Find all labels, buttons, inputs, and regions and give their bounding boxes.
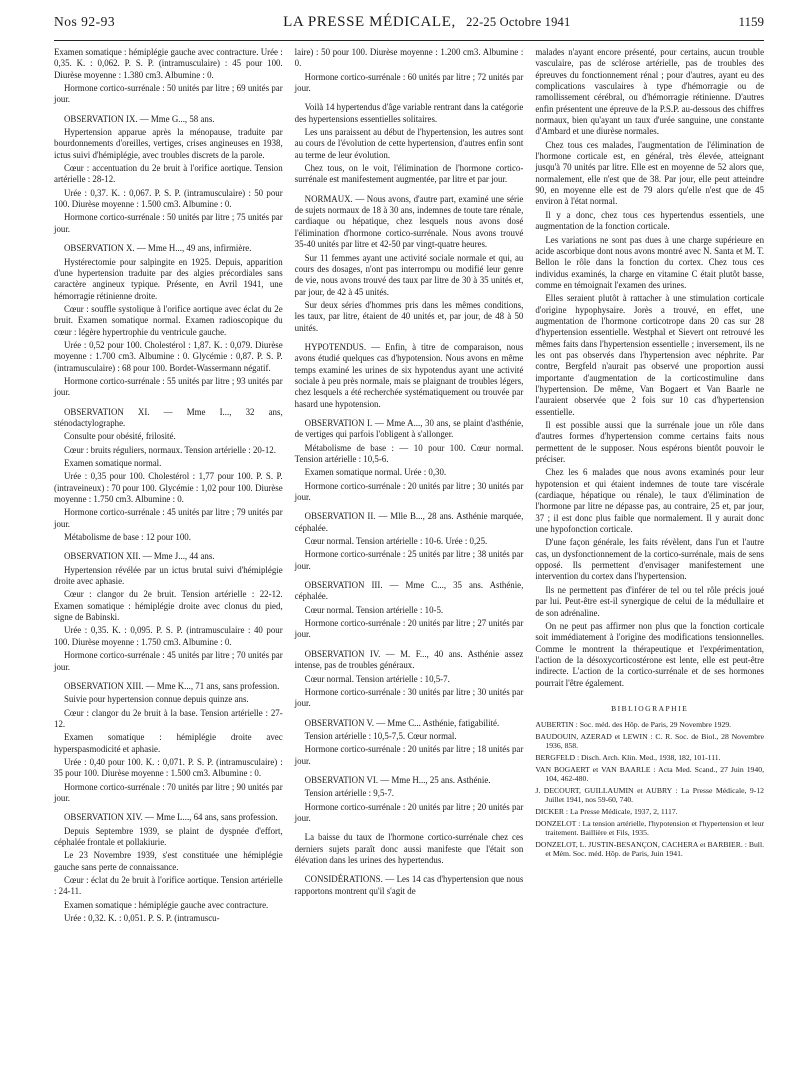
journal-name: LA PRESSE MÉDICALE,	[283, 14, 456, 30]
paragraph: OBSERVATION IX. — Mme G..., 58 ans.	[64, 113, 215, 124]
bibliography-entry: VAN BOGAERT et VAN BAARLE : Acta Med. Scand., 27 Juin 1940, 104, 462-480.	[535, 764, 765, 784]
paragraph: laire) : 50 pour 100. Diurèse moyenne : 1.200 cm3. Albumine : 0.	[294, 47, 524, 69]
paragraph: On ne peut pas affirmer non plus que la fonction corticale soit immédiatement à l'origine des modifications tensionnelles. Comme le montrent la thérapeutique et l'expérimentation, l'action de la désoxycorticostérone est lente, elle est peut-être indirecte. L'action de la cortico-surrénale et de ses hormones pourrait l'être également.	[535, 620, 765, 688]
paragraph: Chez tous ces malades, l'augmentation de l'élimination de l'hormone corticale est, en général, très élevée, atteignant jusqu'à 70 unités par litre. Elle est en moyenne de 52 alors que, normalement, elle n'est que de 38. Par jour, elle peut atteindre 90, en moyenne elle est de 79 alors qu'elle n'est que de 45 environ à l'état normal.	[535, 139, 765, 207]
paragraph: D'une façon générale, les faits révèlent, dans l'un et l'autre cas, un dysfonctionnement de la cortico-surrénale, mais de sens opposé. Ils permettent d'envisager manifestement une intervention du cortex dans l'hypertension.	[535, 537, 765, 582]
paragraph: Sur 11 femmes ayant une activité sociale normale et qui, au cours des dosages, n'ont pas interrompu ou modifié leur genre de vie, nous avons trouvé des taux par litre de 30 à 35 unités et, par jour, de 42 à 45 unités.	[294, 252, 524, 297]
bibliography-entry: J. DECOURT, GUILLAUMIN et AUBRY : La Presse Médicale, 9-12 Juillet 1941, nos 59-60, 740.	[535, 785, 765, 805]
text-columns	[54, 47, 764, 926]
paragraph: Hypertension révélée par un ictus brutal suivi d'hémiplégie droite avec aphasie.	[54, 564, 283, 587]
paragraph: Tension artérielle : 9,5-7.	[304, 788, 395, 799]
paragraph: Cœur : souffle systolique à l'orifice aortique avec éclat du 2e bruit. Examen somatique normal. Examen radioscopique du cœur : légère hypertrophie du ventricule gauche.	[54, 303, 283, 337]
paragraph: Hormone cortico-surrénale : 20 unités par litre ; 18 unités par jour.	[294, 744, 524, 766]
paragraph: Cœur : accentuation du 2e bruit à l'orifice aortique. Tension artérielle : 28-12.	[54, 163, 283, 185]
running-title	[283, 14, 570, 31]
paragraph: Examen somatique : hémiplégie gauche avec contracture. Urée : 0,35. K. : 0,062. P. S. P. (intramusculaire) : 45 pour 100. Diurèse moyenne : 1.380 cm3. Albumine : 0.	[54, 47, 283, 80]
paragraph: Métabolisme de base : 12 pour 100.	[64, 532, 191, 543]
paragraph: OBSERVATION II. — Mlle B..., 28 ans. Asthénie marquée, céphalée.	[294, 511, 524, 533]
bibliography-entry: BERGFELD : Disch. Arch. Klin. Med., 1938, 182, 101-111.	[535, 753, 721, 763]
paragraph: Voilà 14 hypertendus d'âge variable rentrant dans la catégorie des hypertensions essentielles solitaires.	[294, 102, 524, 124]
bibliography-entry: DONZELOT, L. JUSTIN-BESANÇON, CACHERA et BARBIER. : Bull. et Mém. Soc. méd. Hôp. de Paris, Juin 1941.	[535, 839, 765, 859]
paragraph: Hormone cortico-surrénale : 20 unités par litre ; 27 unités par jour.	[294, 618, 524, 640]
paragraph: Cœur : clangor du 2e bruit à la base. Tension artérielle : 27-12.	[54, 707, 283, 729]
bibliography-heading: BIBLIOGRAPHIE	[611, 703, 689, 713]
paragraph: Examen somatique normal. Urée : 0,30.	[304, 467, 447, 478]
paragraph: Hormone cortico-surrénale : 20 unités par litre ; 20 unités par jour.	[294, 801, 524, 823]
paragraph: Suivie pour hypertension connue depuis quinze ans.	[64, 694, 249, 705]
paragraph: Examen somatique : hémiplégie droite avec hyperspasmodicité et aphasie.	[54, 732, 283, 754]
paragraph: Cœur : bruits réguliers, normaux. Tension artérielle : 20-12.	[64, 444, 276, 455]
paragraph: Tension artérielle : 10,5-7,5. Cœur normal.	[304, 730, 457, 741]
paragraph: OBSERVATION VI. — Mme H..., 25 ans. Asthénie.	[304, 774, 491, 785]
paragraph: OBSERVATION XIV. — Mme L..., 64 ans, sans profession.	[64, 812, 278, 823]
paragraph: Cœur : éclat du 2e bruit à l'orifice aortique. Tension artérielle : 24-11.	[54, 875, 283, 897]
paragraph: Les variations ne sont pas dues à une charge supérieure en acide ascorbique dont nous avons montré avec N. Santa et M. T. Bellon le rôle dans la fonction du cortex. Chez tous ces individus examinés, la charge en vitamine C était plutôt basse, comme en témoignait l'examen des urines.	[535, 234, 765, 290]
bibliography-entry: DONZELOT : La tension artérielle, l'hypotension et l'hypertension et leur traitement. Baillière et Fils, 1935.	[535, 818, 765, 838]
paragraph: Cœur normal. Tension artérielle : 10-6. Urée : 0,25.	[304, 536, 488, 547]
paragraph: OBSERVATION XII. — Mme J..., 44 ans.	[64, 551, 215, 562]
paragraph: Chez les 6 malades que nous avons examinés pour leur hypotension et qui étaient indemnes de toute tare viscérale (cardiaque, hépatique ou rénale), le taux d'élimination de l'hormone par litre ne dépasse pas, au contraire, 25 et, par jour, 37 ; il est donc plus faible que normalement. Il y aurait donc une hypofonction corticale.	[535, 467, 765, 535]
bibliography-entry: DICKER : La Presse Médicale, 1937, 2, 1117.	[535, 807, 678, 816]
paragraph: Hormone cortico-surrénale : 60 unités par litre ; 72 unités par jour.	[294, 71, 524, 94]
bibliography-list	[535, 720, 764, 859]
column-middle	[295, 47, 524, 926]
paragraph: OBSERVATION I. — Mme A..., 30 ans, se plaint d'asthénie, de vertiges qui parfois l'obligent à s'allonger.	[294, 417, 524, 440]
paragraph: Hormone cortico-surrénale : 70 unités par litre ; 90 unités par jour.	[54, 781, 283, 803]
paragraph: Consulte pour obésité, frilosité.	[64, 431, 176, 442]
paragraph: Hormone cortico-surrénale : 30 unités par litre ; 30 unités par jour.	[294, 686, 524, 709]
paragraph: Urée : 0,52 pour 100. Cholestérol : 1,87. K. : 0,079. Diurèse moyenne : 1.700 cm3. Albumine : 0. Glycémie : 0,87. P. S. P. (intramusculaire) : 68 pour 100. Bordet-Wassermann négatif.	[54, 339, 283, 373]
bibliography-entry: AUBERTIN : Soc. méd. des Hôp. de Paris, 29 Novembre 1929.	[535, 720, 732, 730]
paragraph: Hormone cortico-surrénale : 45 unités par litre ; 70 unités par jour.	[54, 650, 283, 672]
paragraph: OBSERVATION XIII. — Mme K..., 71 ans, sans profession.	[64, 680, 280, 691]
paragraph: Hormone cortico-surrénale : 45 unités par litre ; 79 unités par jour.	[54, 507, 283, 529]
paragraph: Urée : 0,32. K. : 0,051. P. S. P. (intramuscu-	[64, 913, 220, 924]
paragraph: Urée : 0,37. K. : 0,067. P. S. P. (intramusculaire) : 50 pour 100. Diurèse moyenne : 1.500 cm3. Albumine : 0.	[54, 187, 283, 210]
paragraph: Hormone cortico-surrénale : 50 unités par litre ; 75 unités par jour.	[54, 212, 283, 234]
paragraph: Hormone cortico-surrénale : 55 unités par litre ; 93 unités par jour.	[54, 375, 283, 398]
issue-number: Nos 92-93	[54, 14, 116, 29]
column-left	[54, 47, 283, 926]
paragraph: Hormone cortico-surrénale : 25 unités par litre ; 38 unités par jour.	[294, 549, 524, 571]
paragraph: Hystérectomie pour salpingite en 1925. Depuis, apparition d'une hypertension traduite par des algies précordiales sans caractère angineux typique. Présente, en Avril 1941, une hémorragie rétinienne droite.	[54, 256, 283, 301]
paragraph: Il est possible aussi que la surrénale joue un rôle dans d'autres formes d'hypertension comme certains faits nous permettent de le supposer. Nous espérons bientôt pouvoir le préciser.	[535, 420, 765, 465]
page-number: 1159	[738, 14, 764, 29]
paragraph: OBSERVATION V. — Mme C... Asthénie, fatigabilité.	[304, 717, 500, 728]
column-right-body	[535, 47, 764, 689]
paragraph: Les uns paraissent au début de l'hypertension, les autres sont au cours de l'évolution de cette hypertension, d'autres enfin sont au terme de leur évolution.	[294, 127, 524, 160]
page-header	[54, 14, 764, 40]
paragraph: Cœur normal. Tension artérielle : 10,5-7.	[304, 673, 450, 684]
paragraph: HYPOTENDUS. — Enfin, à titre de comparaison, nous avons étudié quelques cas d'hypotension. Nous avons en même temps examiné les urines de six hypotendus ayant une activité sociale à peu près normale, mais se plaignant de troubles légers, chez lesquels a été recherchée systématiquement ou trouvée par hasard une hypotension.	[294, 341, 524, 409]
paragraph: OBSERVATION X. — Mme H..., 49 ans, infirmière.	[64, 243, 252, 254]
paragraph: Le 23 Novembre 1939, s'est constituée une hémiplégie gauche sans perte de connaissance.	[54, 850, 283, 872]
paragraph: OBSERVATION XI. — Mme I..., 32 ans, sténodactylographe.	[54, 406, 283, 428]
paragraph: Il y a donc, chez tous ces hypertendus essentiels, une augmentation de la fonction corticale.	[535, 209, 765, 232]
column-right	[535, 47, 764, 926]
paragraph: malades n'ayant encore présenté, pour certains, aucun trouble vasculaire, pas de sclérose artérielle, pas de troubles des épreuves du fonctionnement rénal ; pour d'autres, ayant eu des complications vasculaires à type d'hémorragie ou de ramollissement cérébral, ou d'hémorragie rétinienne. D'autres enfin présentent une épreuve de la P.S.P. au-dessous des chiffres normaux, bien qu'ayant un taux d'urée sanguine, une constante d'Ambard et une diurèse normales.	[535, 47, 765, 137]
paragraph: Examen somatique : hémiplégie gauche avec contracture.	[64, 899, 269, 910]
paragraph: Urée : 0,35 pour 100. Cholestérol : 1,77 pour 100. P. S. P. (intraveineux) : 70 pour 100. Glycémie : 1,02 pour 100. Diurèse moyenne : 1.750 cm3. Albumine : 0.	[54, 471, 283, 505]
bibliography-entry: BAUDOUIN, AZERAD et LEWIN : C. R. Soc. de Biol., 28 Novembre 1936, 858.	[535, 731, 765, 751]
issue-date: 22-25 Octobre 1941	[466, 15, 571, 29]
paragraph: OBSERVATION III. — Mme C..., 35 ans. Asthénie, céphalée.	[294, 580, 524, 602]
paragraph: Ils ne permettent pas d'inférer de tel ou tel rôle précis joué par lui. Peut-être est-il synergique de celui de la médullaire et de son adrénaline.	[535, 584, 765, 618]
paragraph: Hormone cortico-surrénale : 50 unités par litre ; 69 unités par jour.	[54, 83, 283, 105]
paragraph: OBSERVATION IV. — M. F..., 40 ans. Asthénie assez intense, pas de troubles généraux.	[294, 648, 524, 671]
paragraph: NORMAUX. — Nous avons, d'autre part, examiné une série de sujets normaux de 18 à 30 ans, indemnes de toute tare rénale, cardiaque ou hépatique, chez lesquels nous avons dosé l'élimination d'hormone cortico-surrénale. Nous avons trouvé 35-40 unités par litre et 42-50 par vingt-quatre heures.	[294, 193, 524, 250]
paragraph: La baisse du taux de l'hormone cortico-surrénale chez ces derniers sujets paraît donc aussi manifeste que l'était son élévation dans les urines des hypertendus.	[294, 832, 524, 865]
paragraph: Hormone cortico-surrénale : 20 unités par litre ; 30 unités par jour.	[294, 480, 524, 503]
paragraph: Depuis Septembre 1939, se plaint de dyspnée d'effort, céphalée frontale et pollakiurie.	[54, 825, 283, 847]
paragraph: Urée : 0,35. K. : 0,095. P. S. P. (intramusculaire : 40 pour 100. Diurèse moyenne : 1.750 cm3. Albumine : 0.	[54, 625, 283, 647]
paragraph: Cœur normal. Tension artérielle : 10-5.	[304, 604, 444, 615]
paragraph: CONSIDÉRATIONS. — Les 14 cas d'hypertension que nous rapportons montrent qu'il s'agit de	[294, 874, 524, 896]
paragraph: Examen somatique normal.	[64, 458, 162, 468]
paragraph: Chez tous, on le voit, l'élimination de l'hormone cortico-surrénale est manifestement augmentée, par litre et par jour.	[294, 163, 524, 185]
header-rule	[54, 40, 764, 41]
paragraph: Elles seraient plutôt à rattacher à une stimulation corticale d'origine hypophysaire. Jorès a trouvé, en effet, une augmentation de l'hormone corticotrope dans 20 cas sur 28 d'hypertension essentielle. Westphal et Sievert ont retrouvé les mêmes faits dans l'hypertension essentielle ; inversement, ils ne les ont pas observés dans l'hypertension avec néphrite. Par contre, Bergfeld n'aurait pas observé une proportion aussi importante d'augmentation de la corticostimuline dans l'hypertension. De même, Van Bogaert et Van Baarle ne l'auraient observée que 2 fois sur 10 cas d'hypertension essentielle.	[535, 293, 765, 417]
paragraph: Urée : 0,40 pour 100. K. : 0,071. P. S. P. (intramusculaire) : 35 pour 100. Diurèse moyenne : 1.500 cm3. Albumine : 0.	[54, 756, 283, 779]
paragraph: Cœur : clangor du 2e bruit. Tension artérielle : 22-12. Examen somatique : hémiplégie droite avec clonus du pied, signe de Babinski.	[54, 589, 283, 623]
paragraph: Sur deux séries d'hommes pris dans les mêmes conditions, les taux, par litre, étaient de 40 unités et, par jour, de 48 à 50 unités.	[294, 299, 524, 333]
paragraph: Métabolisme de base : — 10 pour 100. Cœur normal. Tension artérielle : 10,5-6.	[294, 442, 524, 464]
paragraph: Hypertension apparue après la ménopause, traduite par bourdonnements d'oreilles, vertiges, crises angineuses en 1938, ictus suivi d'hémiplégie, avec troubles discrets de la parole.	[54, 127, 283, 160]
